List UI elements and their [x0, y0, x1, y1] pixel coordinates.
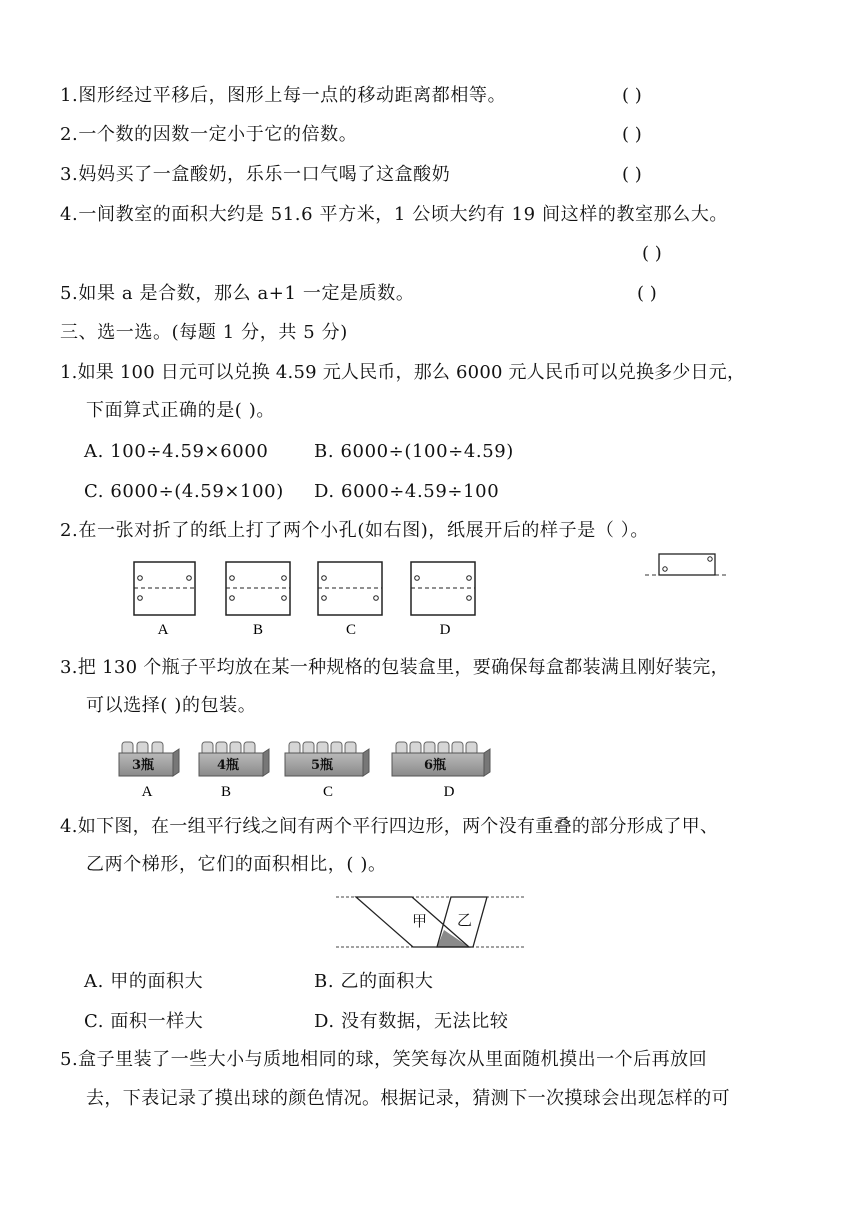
q2-options-figure: [125, 557, 505, 641]
q3-line1: 3.把 130 个瓶子平均放在某一种规格的包装盒里，要确保每盒都装满且刚好装完，: [60, 657, 729, 678]
jia-label: 甲: [412, 912, 428, 930]
answer-paren-5: ( ): [637, 283, 657, 304]
answer-paren-4: ( ): [642, 243, 662, 264]
q1-line1: 1.如果 100 日元可以兑换 4.59 元人民币，那么 6000 元人民币可以兑换多少日元，: [60, 362, 746, 383]
answer-paren-1: ( ): [622, 85, 642, 106]
folded-paper-figure: [645, 549, 730, 579]
q1-option-c: C. 6000÷(4.59×100): [84, 481, 284, 502]
yi-label: 乙: [457, 911, 473, 929]
q2-line1: 2.在一张对折了的纸上打了两个小孔(如右图)，纸展开后的样子是（ ）。: [60, 520, 649, 541]
q1-option-a: A. 100÷4.59×6000: [84, 441, 269, 462]
q3-packages-figure: [115, 734, 495, 802]
q2-label-b: B: [252, 622, 264, 638]
q2-label-a: A: [157, 622, 169, 638]
q2-label-d: D: [439, 622, 451, 638]
answer-paren-2: ( ): [622, 124, 642, 145]
section-heading: 三、选一选。(每题 1 分，共 5 分): [60, 322, 348, 343]
package-6-bottles: [392, 742, 490, 776]
option-d-paper: [411, 562, 475, 615]
judge-item-3: 3.妈妈买了一盒酸奶，乐乐一口气喝了这盒酸奶: [60, 164, 451, 185]
q5-line1: 5.盒子里装了一些大小与质地相同的球，笑笑每次从里面随机摸出一个后再放回: [60, 1049, 708, 1070]
option-c-paper: [318, 562, 382, 615]
q3-label-d: D: [443, 784, 455, 800]
q4-option-c: C. 面积一样大: [84, 1011, 204, 1032]
q1-option-d: D. 6000÷4.59÷100: [314, 481, 500, 502]
answer-paren-3: ( ): [622, 164, 642, 185]
q3-line2: 可以选择( )的包装。: [86, 695, 257, 716]
q1-option-b: B. 6000÷(100÷4.59): [314, 441, 514, 462]
package-3-bottles: [119, 742, 179, 776]
q4-line2: 乙两个梯形，它们的面积相比，( )。: [86, 854, 387, 875]
package-label-6: 6瓶: [423, 758, 447, 773]
q2-label-c: C: [345, 622, 357, 638]
q3-label-b: B: [220, 784, 232, 800]
q1-line2: 下面算式正确的是( )。: [86, 400, 275, 421]
q3-label-c: C: [322, 784, 334, 800]
package-label-5: 5瓶: [310, 758, 334, 773]
q4-option-a: A. 甲的面积大: [84, 971, 204, 992]
package-label-4: 4瓶: [216, 758, 240, 773]
option-a-paper: [134, 562, 195, 615]
option-b-paper: [226, 562, 290, 615]
judge-item-4: 4.一间教室的面积大约是 51.6 平方米，1 公顷大约有 19 间这样的教室那么大。: [60, 204, 729, 225]
parallelogram-figure: [336, 890, 526, 954]
q4-line1: 4.如下图，在一组平行线之间有两个平行四边形，两个没有重叠的部分形成了甲、: [60, 816, 719, 837]
q4-option-d: D. 没有数据，无法比较: [314, 1011, 509, 1032]
package-5-bottles: [285, 742, 369, 776]
judge-item-5: 5.如果 a 是合数，那么 a+1 一定是质数。: [60, 283, 415, 304]
judge-item-2: 2.一个数的因数一定小于它的倍数。: [60, 124, 358, 145]
q4-option-b: B. 乙的面积大: [314, 971, 434, 992]
q5-line2: 去，下表记录了摸出球的颜色情况。根据记录，猜测下一次摸球会出现怎样的可: [86, 1088, 730, 1109]
package-label-3: 3瓶: [131, 758, 155, 773]
package-4-bottles: [199, 742, 269, 776]
judge-item-1: 1.图形经过平移后，图形上每一点的移动距离都相等。: [60, 85, 507, 106]
q3-label-a: A: [141, 784, 153, 800]
